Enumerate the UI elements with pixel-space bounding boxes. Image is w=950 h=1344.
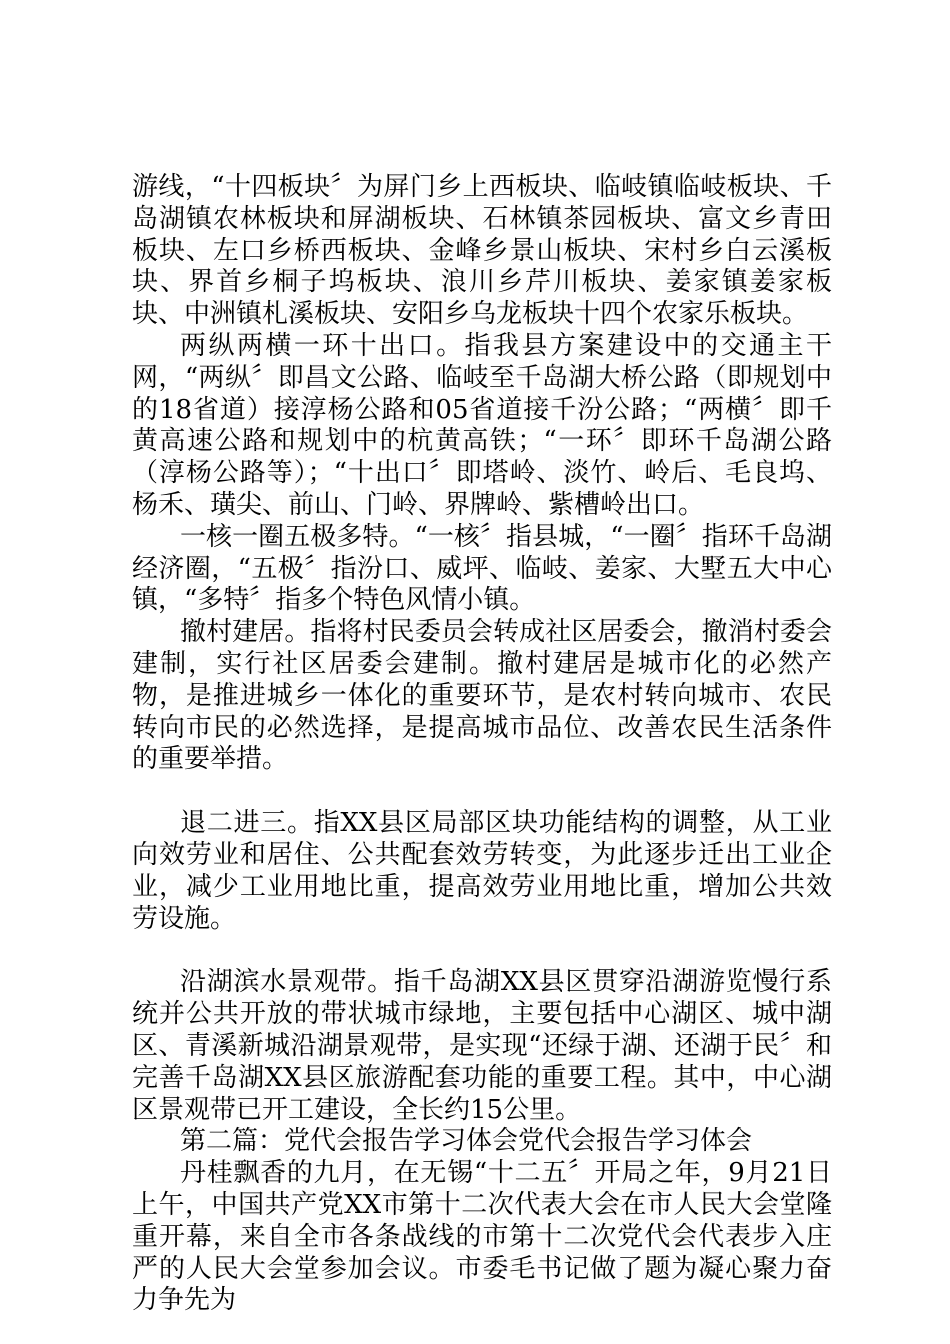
paragraph-transport-network: 两纵两横一环十出口。指我县方案建设中的交通主干网，“两纵〞即昌文公路、临岐至千岛湖大桥公路（即规划中的18省道）接淳杨公路和05省道接千汾公路；“两横〞即千黄高速公路和规划中的杭黄高铁；“一环〞即环千岛湖公路（淳杨公路等）；“十出口〞即塔岭、淡竹、岭后、毛良坞、杨禾、璜尖、前山、门岭、界牌岭、紫槽岭出口。 [132, 330, 832, 520]
paragraph-village-to-community: 撤村建居。指将村民委员会转成社区居委会，撤消村委会建制，实行社区居委会建制。撤村建居是城市化的必然产物，是推进城乡一体化的重要环节，是农村转向城市、农民转向市民的必然选择，是提高城市品位、改善农民生活条件的重要举措。 [132, 617, 832, 775]
paragraph-lakeside-landscape: 沿湖滨水景观带。指千岛湖XX县区贯穿沿湖游览慢行系统并公共开放的带状城市绿地，主要包括中心湖区、城中湖区、青溪新城沿湖景观带，是实现“还绿于湖、还湖于民〞和完善千岛湖XX县区旅游配套功能的重要工程。其中，中心湖区景观带已开工建设，全长约15公里。 [132, 967, 832, 1125]
paragraph-industry-adjustment: 退二进三。指XX县区局部区块功能结构的调整，从工业向效劳业和居住、公共配套效劳转变，为此逐步迁出工业企业，减少工业用地比重，提高效劳业用地比重，增加公共效劳设施。 [132, 808, 832, 934]
paragraph-spacer [132, 935, 832, 967]
paragraph-congress-opening: 丹桂飘香的九月，在无锡“十二五〞开局之年，9月21日上午，中国共产党XX市第十二次代表大会在市人民大会堂隆重开幕，来自全市各条战线的市第十二次党代会代表步入庄严的人民大会堂参加会议。市委毛书记做了题为凝心聚力奋力争先为 [132, 1158, 832, 1316]
paragraph-tourism-blocks: 游线，“十四板块〞为屏门乡上西板块、临岐镇临岐板块、千岛湖镇农林板块和屏湖板块、石林镇茶园板块、富文乡青田板块、左口乡桥西板块、金峰乡景山板块、宋村乡白云溪板块、界首乡桐子坞板块、浪川乡芹川板块、姜家镇姜家板块、中洲镇札溪板块、安阳乡乌龙板块十四个农家乐板块。 [132, 172, 832, 330]
document-body [132, 172, 832, 1317]
paragraph-core-circle: 一核一圈五极多特。“一核〞指县城，“一圈〞指环千岛湖经济圈，“五极〞指汾口、威坪、临岐、姜家、大墅五大中心镇，“多特〞指多个特色风情小镇。 [132, 521, 832, 616]
section-heading-part-two: 第二篇：党代会报告学习体会党代会报告学习体会 [180, 1126, 753, 1157]
paragraph-spacer [132, 776, 832, 808]
